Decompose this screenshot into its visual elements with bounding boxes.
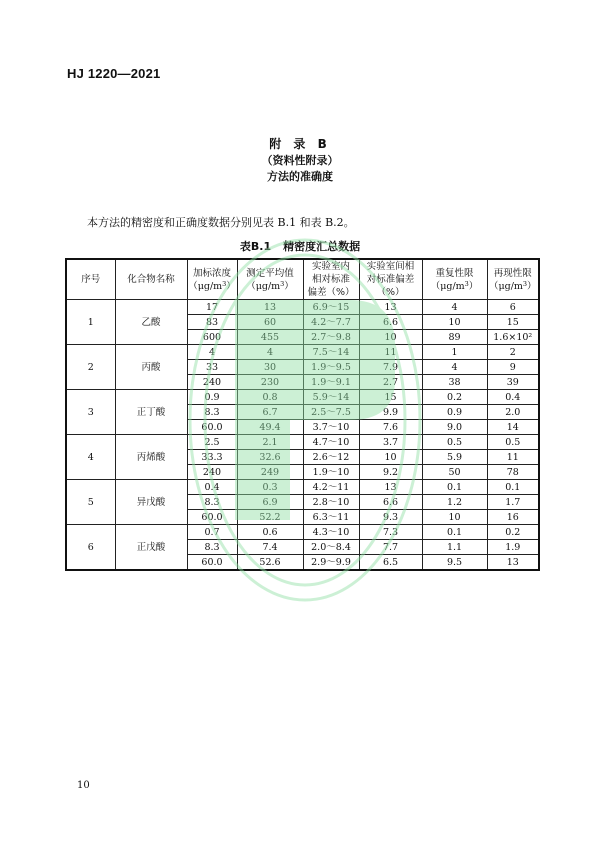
table-row [66, 300, 539, 315]
cell-rsd-inter: 6.6 [359, 495, 422, 510]
cell-rsd-intra: 4.3～10 [303, 525, 359, 540]
cell-mean: 49.4 [237, 420, 303, 435]
cell-rsd-intra: 2.6～12 [303, 450, 359, 465]
cell-reproducibility: 78 [487, 465, 539, 480]
cell-spiked: 8.3 [187, 495, 237, 510]
cell-reproducibility: 11 [487, 450, 539, 465]
cell-spiked: 60.0 [187, 555, 237, 571]
cell-spiked: 83 [187, 315, 237, 330]
precision-table [65, 258, 540, 571]
cell-rsd-inter: 7.6 [359, 420, 422, 435]
cell-spiked: 8.3 [187, 540, 237, 555]
cell-rsd-inter: 7.3 [359, 525, 422, 540]
cell-reproducibility: 0.2 [487, 525, 539, 540]
header-rsd-intra: 实验室内 相对标准 偏差（%） [303, 259, 359, 300]
cell-repeatability: 4 [422, 300, 487, 315]
header-rsd-inter: 实验室间相 对标准偏差 （%） [359, 259, 422, 300]
cell-mean: 6.9 [237, 495, 303, 510]
cell-rsd-inter: 9.3 [359, 510, 422, 525]
row-compound: 丙烯酸 [115, 435, 187, 480]
row-seq: 3 [66, 390, 115, 435]
cell-rsd-inter: 11 [359, 345, 422, 360]
cell-rsd-intra: 2.0～8.4 [303, 540, 359, 555]
cell-reproducibility: 15 [487, 315, 539, 330]
page-number: 10 [77, 780, 90, 791]
cell-reproducibility: 13 [487, 555, 539, 571]
cell-rsd-inter: 9.2 [359, 465, 422, 480]
table-body [66, 300, 539, 571]
cell-mean: 0.8 [237, 390, 303, 405]
row-seq: 6 [66, 525, 115, 571]
cell-repeatability: 9.5 [422, 555, 487, 571]
row-seq: 5 [66, 480, 115, 525]
cell-mean: 0.6 [237, 525, 303, 540]
cell-repeatability: 1 [422, 345, 487, 360]
row-compound: 丙酸 [115, 345, 187, 390]
cell-spiked: 8.3 [187, 405, 237, 420]
row-compound: 乙酸 [115, 300, 187, 345]
cell-repeatability: 50 [422, 465, 487, 480]
cell-mean: 230 [237, 375, 303, 390]
table-row [66, 345, 539, 360]
cell-rsd-intra: 2.8～10 [303, 495, 359, 510]
cell-spiked: 600 [187, 330, 237, 345]
appendix-name: 方法的准确度 [267, 170, 333, 183]
cell-reproducibility: 1.9 [487, 540, 539, 555]
cell-spiked: 60.0 [187, 420, 237, 435]
cell-spiked: 0.9 [187, 390, 237, 405]
cell-mean: 52.6 [237, 555, 303, 571]
cell-repeatability: 0.2 [422, 390, 487, 405]
standard-code: HJ 1220—2021 [67, 66, 161, 81]
table-row [66, 390, 539, 405]
cell-reproducibility: 9 [487, 360, 539, 375]
cell-spiked: 33 [187, 360, 237, 375]
cell-repeatability: 5.9 [422, 450, 487, 465]
cell-reproducibility: 39 [487, 375, 539, 390]
row-compound: 异戊酸 [115, 480, 187, 525]
cell-rsd-intra: 6.9～15 [303, 300, 359, 315]
row-seq: 1 [66, 300, 115, 345]
table-header-row [66, 259, 539, 300]
cell-rsd-intra: 2.5～7.5 [303, 405, 359, 420]
cell-rsd-intra: 4.7～10 [303, 435, 359, 450]
table-row [66, 480, 539, 495]
cell-reproducibility: 0.4 [487, 390, 539, 405]
cell-rsd-inter: 13 [359, 300, 422, 315]
cell-reproducibility: 6 [487, 300, 539, 315]
cell-repeatability: 0.9 [422, 405, 487, 420]
cell-mean: 7.4 [237, 540, 303, 555]
cell-mean: 0.3 [237, 480, 303, 495]
cell-rsd-inter: 13 [359, 480, 422, 495]
cell-reproducibility: 14 [487, 420, 539, 435]
cell-spiked: 240 [187, 465, 237, 480]
cell-repeatability: 1.2 [422, 495, 487, 510]
cell-spiked: 17 [187, 300, 237, 315]
cell-rsd-intra: 4.2～11 [303, 480, 359, 495]
cell-mean: 60 [237, 315, 303, 330]
appendix-subtitle: （资料性附录） [261, 154, 339, 167]
cell-rsd-intra: 6.3～11 [303, 510, 359, 525]
cell-rsd-intra: 1.9～10 [303, 465, 359, 480]
cell-repeatability: 89 [422, 330, 487, 345]
header-seq: 序号 [66, 259, 115, 300]
row-compound: 正戊酸 [115, 525, 187, 571]
cell-mean: 32.6 [237, 450, 303, 465]
table-row [66, 525, 539, 540]
cell-rsd-inter: 10 [359, 450, 422, 465]
cell-repeatability: 0.5 [422, 435, 487, 450]
cell-reproducibility: 1.7 [487, 495, 539, 510]
table-title: 精密度汇总数据 [283, 240, 361, 253]
header-compound: 化合物名称 [115, 259, 187, 300]
header-repeatability: 重复性限 $(\mu g/m^3)$ [422, 259, 487, 300]
cell-rsd-inter: 6.5 [359, 555, 422, 571]
cell-rsd-intra: 2.7～9.8 [303, 330, 359, 345]
cell-spiked: 240 [187, 375, 237, 390]
header-measured-mean: 测定平均值 $(\mu g/m^3)$ [237, 259, 303, 300]
cell-repeatability: 9.0 [422, 420, 487, 435]
cell-mean: 4 [237, 345, 303, 360]
cell-mean: 6.7 [237, 405, 303, 420]
cell-repeatability: 10 [422, 315, 487, 330]
cell-rsd-inter: 9.9 [359, 405, 422, 420]
cell-reproducibility: 0.1 [487, 480, 539, 495]
cell-repeatability: 4 [422, 360, 487, 375]
row-compound: 正丁酸 [115, 390, 187, 435]
header-reproducibility: 再现性限 $(\mu g/m^3)$ [487, 259, 539, 300]
cell-spiked: 60.0 [187, 510, 237, 525]
row-seq: 4 [66, 435, 115, 480]
cell-spiked: 0.4 [187, 480, 237, 495]
cell-rsd-intra: 3.7～10 [303, 420, 359, 435]
cell-spiked: 4 [187, 345, 237, 360]
cell-mean: 13 [237, 300, 303, 315]
cell-reproducibility: 2 [487, 345, 539, 360]
cell-spiked: 0.7 [187, 525, 237, 540]
cell-rsd-inter: 3.7 [359, 435, 422, 450]
cell-reproducibility: 1.6×10² [487, 330, 539, 345]
table-caption [0, 238, 600, 254]
cell-rsd-intra: 1.9～9.5 [303, 360, 359, 375]
cell-mean: 249 [237, 465, 303, 480]
cell-rsd-intra: 1.9～9.1 [303, 375, 359, 390]
cell-spiked: 2.5 [187, 435, 237, 450]
cell-reproducibility: 0.5 [487, 435, 539, 450]
cell-rsd-inter: 2.7 [359, 375, 422, 390]
cell-reproducibility: 16 [487, 510, 539, 525]
cell-spiked: 33.3 [187, 450, 237, 465]
cell-mean: 455 [237, 330, 303, 345]
cell-repeatability: 1.1 [422, 540, 487, 555]
cell-rsd-intra: 5.9～14 [303, 390, 359, 405]
cell-repeatability: 10 [422, 510, 487, 525]
cell-rsd-inter: 7.7 [359, 540, 422, 555]
cell-mean: 2.1 [237, 435, 303, 450]
cell-repeatability: 0.1 [422, 480, 487, 495]
cell-repeatability: 38 [422, 375, 487, 390]
cell-rsd-intra: 2.9～9.9 [303, 555, 359, 571]
header-spiked: 加标浓度 $(\mu g/m^3)$ [187, 259, 237, 300]
intro-paragraph: 本方法的精密度和正确度数据分别见表 B.1 和表 B.2。 [87, 216, 355, 229]
cell-rsd-intra: 7.5～14 [303, 345, 359, 360]
cell-mean: 52.2 [237, 510, 303, 525]
appendix-title: 附 录 B [269, 137, 331, 151]
cell-rsd-inter: 10 [359, 330, 422, 345]
cell-mean: 30 [237, 360, 303, 375]
cell-rsd-inter: 7.9 [359, 360, 422, 375]
table-row [66, 435, 539, 450]
row-seq: 2 [66, 345, 115, 390]
cell-reproducibility: 2.0 [487, 405, 539, 420]
cell-rsd-inter: 6.6 [359, 315, 422, 330]
table-number: 表B.1 [239, 240, 272, 253]
cell-rsd-intra: 4.2～7.7 [303, 315, 359, 330]
cell-rsd-inter: 15 [359, 390, 422, 405]
cell-repeatability: 0.1 [422, 525, 487, 540]
